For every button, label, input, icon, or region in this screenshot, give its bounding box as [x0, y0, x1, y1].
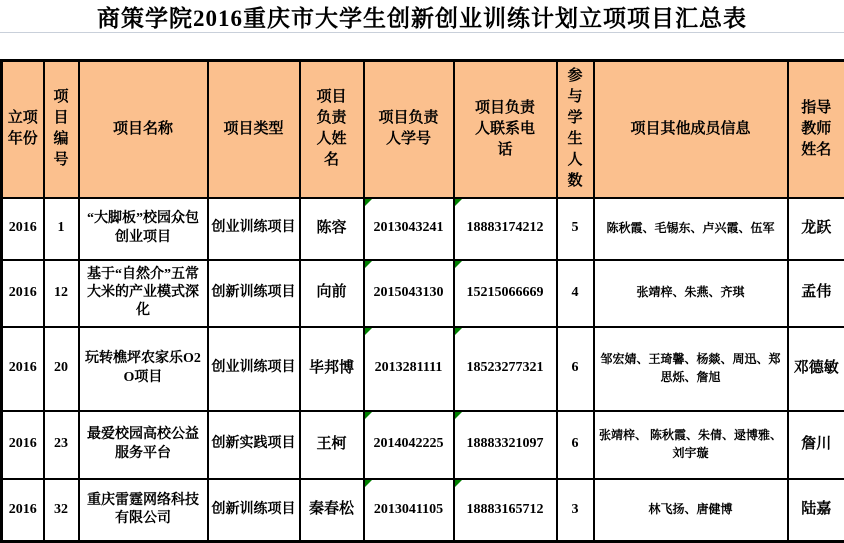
- advisor-name-cell: 龙跃: [788, 198, 844, 260]
- project-name-cell: 玩转樵坪农家乐O2O项目: [79, 327, 208, 411]
- title-row: [0, 0, 844, 33]
- error-indicator-icon: [455, 199, 462, 206]
- error-indicator-icon: [455, 261, 462, 268]
- project-type-cell: 创业训练项目: [208, 198, 300, 260]
- advisor-name-cell: 邓德敏: [788, 327, 844, 411]
- project-name-cell: “大脚板”校园众包创业项目: [79, 198, 208, 260]
- error-indicator-icon: [365, 199, 372, 206]
- project-number-cell: 32: [44, 479, 79, 542]
- other-members-cell: 张靖梓、朱燕、齐琪: [594, 260, 788, 327]
- table-row: [2, 260, 844, 327]
- leader-student-id-cell: [364, 260, 454, 327]
- leader-student-id-value: 2013281111: [375, 360, 443, 375]
- column-header: [2, 61, 44, 198]
- student-count-cell: 6: [557, 411, 594, 479]
- error-indicator-icon: [365, 412, 372, 419]
- project-name-cell: 最爱校园高校公益服务平台: [79, 411, 208, 479]
- title-gap: [0, 33, 844, 59]
- column-header: [79, 61, 208, 198]
- project-type-cell: 创业训练项目: [208, 327, 300, 411]
- column-header: [788, 61, 844, 198]
- column-header-label: 参与学生人数: [567, 66, 584, 192]
- leader-name-cell: 陈容: [300, 198, 364, 260]
- leader-phone-cell: [454, 411, 557, 479]
- leader-name-cell: 毕邦博: [300, 327, 364, 411]
- column-header-label: 项目负责人姓名: [314, 87, 350, 171]
- leader-name-cell: 秦春松: [300, 479, 364, 542]
- error-indicator-icon: [365, 261, 372, 268]
- leader-phone-value: 15215066669: [467, 285, 544, 300]
- leader-student-id-cell: [364, 411, 454, 479]
- project-number-cell: 23: [44, 411, 79, 479]
- project-name-cell: 重庆雷霆网络科技有限公司: [79, 479, 208, 542]
- error-indicator-icon: [455, 328, 462, 335]
- project-type-cell: 创新训练项目: [208, 479, 300, 542]
- column-header-label: 项目其他成员信息: [630, 119, 750, 140]
- column-header: [557, 61, 594, 198]
- header-row: [2, 61, 844, 198]
- column-header: [364, 61, 454, 198]
- other-members-cell: 陈秋霞、毛锡东、卢兴霞、伍军: [594, 198, 788, 260]
- advisor-name-cell: 陆嘉: [788, 479, 844, 542]
- column-header: [44, 61, 79, 198]
- table-row: [2, 411, 844, 479]
- leader-student-id-cell: [364, 327, 454, 411]
- project-year-cell: 2016: [2, 411, 44, 479]
- leader-name-cell: 向前: [300, 260, 364, 327]
- student-count-cell: 6: [557, 327, 594, 411]
- error-indicator-icon: [365, 328, 372, 335]
- project-type-cell: 创新实践项目: [208, 411, 300, 479]
- column-header-label: 项目负责人学号: [377, 108, 441, 150]
- leader-phone-value: 18883174212: [467, 220, 544, 235]
- table-row: [2, 327, 844, 411]
- column-header-label: 立项年份: [6, 108, 40, 150]
- project-type-cell: 创新训练项目: [208, 260, 300, 327]
- column-header: [300, 61, 364, 198]
- column-header-label: 指导教师姓名: [799, 98, 833, 161]
- advisor-name-cell: 詹川: [788, 411, 844, 479]
- other-members-cell: 张靖梓、 陈秋霞、朱倩、逯博雅、刘宇璇: [594, 411, 788, 479]
- advisor-name-cell: 孟伟: [788, 260, 844, 327]
- column-header: [208, 61, 300, 198]
- project-number-cell: 20: [44, 327, 79, 411]
- project-number-cell: 12: [44, 260, 79, 327]
- project-year-cell: 2016: [2, 260, 44, 327]
- leader-student-id-cell: [364, 479, 454, 542]
- leader-phone-cell: [454, 260, 557, 327]
- error-indicator-icon: [365, 480, 372, 487]
- other-members-cell: 林飞扬、唐健博: [594, 479, 788, 542]
- leader-student-id-cell: [364, 198, 454, 260]
- student-count-cell: 5: [557, 198, 594, 260]
- project-year-cell: 2016: [2, 479, 44, 542]
- leader-name-cell: 王柯: [300, 411, 364, 479]
- student-count-cell: 4: [557, 260, 594, 327]
- leader-phone-value: 18523277321: [467, 360, 544, 375]
- projects-summary-table: [0, 59, 844, 543]
- leader-phone-value: 18883321097: [467, 436, 544, 451]
- project-year-cell: 2016: [2, 327, 44, 411]
- leader-student-id-value: 2013043241: [374, 220, 444, 235]
- page-title: 商策学院2016重庆市大学生创新创业训练计划立项项目汇总表: [97, 0, 747, 33]
- error-indicator-icon: [455, 412, 462, 419]
- leader-student-id-value: 2014042225: [374, 436, 444, 451]
- column-header-label: 项目名称: [113, 119, 173, 140]
- project-name-cell: 基于“自然介”五常大米的产业模式深化: [79, 260, 208, 327]
- project-number-cell: 1: [44, 198, 79, 260]
- column-header-label: 项目类型: [223, 119, 283, 140]
- column-header-label: 项目负责人联系电话: [473, 98, 537, 161]
- leader-student-id-value: 2013041105: [374, 502, 443, 517]
- column-header-label: 项目编号: [53, 87, 70, 171]
- project-year-cell: 2016: [2, 198, 44, 260]
- leader-phone-cell: [454, 479, 557, 542]
- column-header: [594, 61, 788, 198]
- column-header: [454, 61, 557, 198]
- leader-phone-cell: [454, 327, 557, 411]
- other-members-cell: 邹宏婧、王琦馨、杨燚、周迅、郑思烁、詹旭: [594, 327, 788, 411]
- leader-phone-value: 18883165712: [467, 502, 544, 517]
- table-row: [2, 198, 844, 260]
- leader-student-id-value: 2015043130: [374, 285, 444, 300]
- error-indicator-icon: [455, 480, 462, 487]
- leader-phone-cell: [454, 198, 557, 260]
- table-row: [2, 479, 844, 542]
- student-count-cell: 3: [557, 479, 594, 542]
